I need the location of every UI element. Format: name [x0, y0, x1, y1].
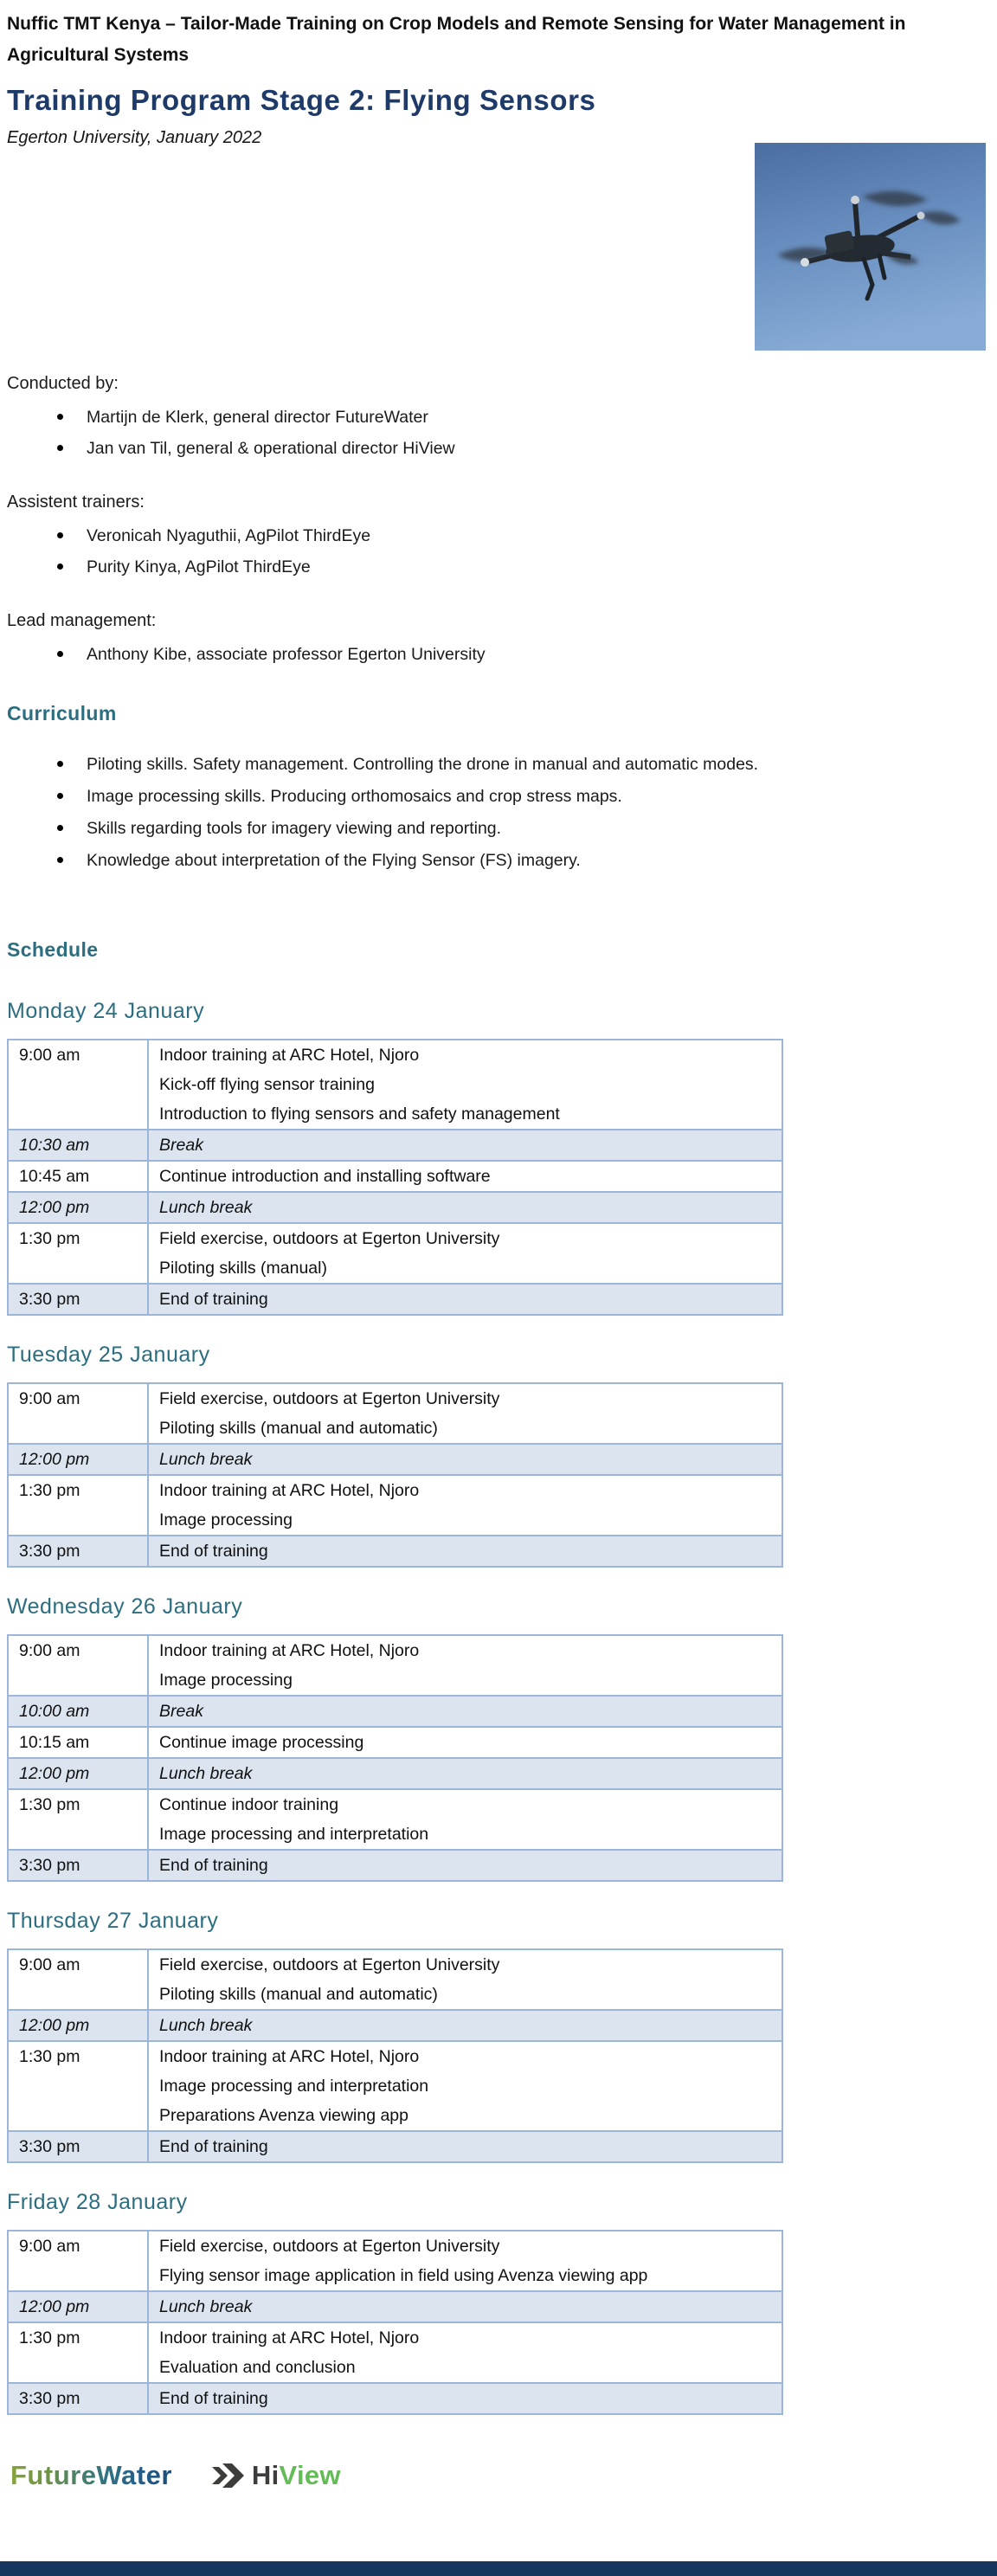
time-cell: 1:30 pm — [8, 1789, 148, 1850]
page-title: Training Program Stage 2: Flying Sensors — [7, 84, 596, 116]
schedule-row — [8, 1130, 782, 1161]
time-cell: 12:00 pm — [8, 1192, 148, 1223]
schedule-row — [8, 1635, 782, 1696]
activity-cell — [148, 2291, 782, 2322]
activity-line: Continue introduction and installing software — [159, 1167, 491, 1186]
schedule-table — [7, 1382, 783, 1568]
time-cell: 3:30 pm — [8, 1284, 148, 1315]
day-section — [7, 998, 990, 1316]
activity-line: Piloting skills (manual and automatic) — [159, 1419, 438, 1438]
bottom-bar — [0, 2561, 997, 2576]
time-cell: 9:00 am — [8, 1383, 148, 1444]
activity-line: Evaluation and conclusion — [159, 2358, 356, 2377]
activity-cell — [148, 2131, 782, 2162]
activity-cell — [148, 2383, 782, 2414]
schedule-section — [7, 937, 990, 2415]
activity-line: End of training — [159, 1290, 268, 1309]
schedule-row — [8, 1696, 782, 1727]
activity-line: Field exercise, outdoors at Egerton University — [159, 1229, 500, 1248]
activity-line: Image processing and interpretation — [159, 2077, 429, 2096]
double-chevron-right-icon — [210, 2461, 250, 2490]
time-cell: 10:45 am — [8, 1161, 148, 1192]
time-cell: 10:15 am — [8, 1727, 148, 1758]
project-title-line: Nuffic TMT Kenya – Tailor-Made Training on Crop Models and Remote Sensing for Water Management in Agricultural Systems — [7, 14, 906, 65]
curriculum-section — [7, 701, 990, 877]
list-item: Knowledge about interpretation of the Flying Sensor (FS) imagery. — [7, 845, 990, 877]
schedule-row — [8, 2010, 782, 2041]
schedule-row — [8, 2041, 782, 2131]
hiview-logo — [210, 2460, 341, 2491]
activity-line: Lunch break — [159, 1198, 253, 1217]
activity-line: Introduction to flying sensors and safety management — [159, 1104, 560, 1124]
activity-line: Indoor training at ARC Hotel, Njoro — [159, 2047, 420, 2066]
schedule-row — [8, 2231, 782, 2291]
lead-management-label: Lead management: — [7, 611, 157, 630]
activity-line: Indoor training at ARC Hotel, Njoro — [159, 1481, 420, 1500]
conducted-by-label: Conducted by: — [7, 374, 119, 393]
schedule-row — [8, 1536, 782, 1567]
hiview-logo-hi: Hi — [251, 2460, 280, 2490]
activity-cell — [148, 1727, 782, 1758]
list-item: Image processing skills. Producing orthomosaics and crop stress maps. — [7, 781, 990, 813]
day-heading: Tuesday 25 January — [7, 1343, 210, 1367]
activity-cell — [148, 1223, 782, 1284]
schedule-row — [8, 2322, 782, 2383]
activity-line: Preparations Avenza viewing app — [159, 2106, 408, 2125]
schedule-row — [8, 1383, 782, 1444]
activity-cell — [148, 1789, 782, 1850]
day-section — [7, 1594, 990, 1882]
assistant-trainers-label: Assistent trainers: — [7, 493, 145, 512]
schedule-row — [8, 1727, 782, 1758]
activity-cell — [148, 1444, 782, 1475]
activity-cell — [148, 1949, 782, 2010]
activity-line: Continue image processing — [159, 1733, 364, 1752]
footer-logos — [7, 2460, 990, 2491]
activity-cell — [148, 1536, 782, 1567]
activity-cell — [148, 1161, 782, 1192]
activity-line: Field exercise, outdoors at Egerton University — [159, 1389, 500, 1408]
time-cell: 12:00 pm — [8, 1758, 148, 1789]
time-cell: 12:00 pm — [8, 2291, 148, 2322]
activity-line: Piloting skills (manual) — [159, 1259, 327, 1278]
activity-cell — [148, 1635, 782, 1696]
activity-line: Image processing — [159, 1510, 293, 1530]
day-section — [7, 1908, 990, 2163]
schedule-row — [8, 1444, 782, 1475]
schedule-row — [8, 1223, 782, 1284]
schedule-days — [7, 998, 990, 2415]
time-cell: 10:30 am — [8, 1130, 148, 1161]
schedule-table — [7, 1039, 783, 1316]
activity-cell — [148, 1040, 782, 1130]
day-heading: Thursday 27 January — [7, 1909, 219, 1933]
time-cell: 1:30 pm — [8, 2322, 148, 2383]
schedule-heading: Schedule — [7, 938, 99, 961]
time-cell: 1:30 pm — [8, 1223, 148, 1284]
time-cell: 3:30 pm — [8, 1536, 148, 1567]
schedule-row — [8, 1040, 782, 1130]
list-item: Skills regarding tools for imagery viewing and reporting. — [7, 813, 990, 845]
activity-cell — [148, 1850, 782, 1881]
activity-line: Continue indoor training — [159, 1795, 339, 1814]
activity-line: Lunch break — [159, 1450, 253, 1469]
activity-cell — [148, 1475, 782, 1536]
list-item: Jan van Til, general & operational director HiView — [7, 433, 990, 464]
schedule-row — [8, 2291, 782, 2322]
time-cell: 9:00 am — [8, 1040, 148, 1130]
activity-line: Piloting skills (manual and automatic) — [159, 1985, 438, 2004]
activity-line: Indoor training at ARC Hotel, Njoro — [159, 1641, 420, 1660]
time-cell: 1:30 pm — [8, 2041, 148, 2131]
activity-cell — [148, 2322, 782, 2383]
activity-cell — [148, 2231, 782, 2291]
curriculum-list — [7, 749, 990, 877]
day-section — [7, 2189, 990, 2415]
day-heading: Monday 24 January — [7, 999, 205, 1023]
assistant-trainers-group — [7, 490, 990, 583]
activity-line: Kick-off flying sensor training — [159, 1075, 375, 1094]
activity-cell — [148, 1758, 782, 1789]
time-cell: 12:00 pm — [8, 2010, 148, 2041]
time-cell: 9:00 am — [8, 1635, 148, 1696]
list-item: Anthony Kibe, associate professor Egerton University — [7, 639, 990, 670]
schedule-row — [8, 1758, 782, 1789]
time-cell: 12:00 pm — [8, 1444, 148, 1475]
activity-line: Indoor training at ARC Hotel, Njoro — [159, 2328, 420, 2347]
time-cell: 9:00 am — [8, 2231, 148, 2291]
activity-line: End of training — [159, 2137, 268, 2156]
time-cell: 10:00 am — [8, 1696, 148, 1727]
schedule-row — [8, 1284, 782, 1315]
lead-management-list — [7, 639, 990, 670]
hiview-logo-view: View — [279, 2460, 341, 2490]
page-subtitle: Egerton University, January 2022 — [7, 128, 262, 147]
day-heading: Wednesday 26 January — [7, 1594, 243, 1619]
list-item: Piloting skills. Safety management. Controlling the drone in manual and automatic modes. — [7, 749, 990, 781]
schedule-row — [8, 1475, 782, 1536]
day-heading: Friday 28 January — [7, 2190, 188, 2214]
activity-line: Indoor training at ARC Hotel, Njoro — [159, 1046, 420, 1065]
schedule-row — [8, 1789, 782, 1850]
schedule-row — [8, 2131, 782, 2162]
activity-line: Lunch break — [159, 2016, 253, 2035]
activity-cell — [148, 1284, 782, 1315]
activity-cell — [148, 1192, 782, 1223]
time-cell: 3:30 pm — [8, 2131, 148, 2162]
activity-line: Lunch break — [159, 1764, 253, 1783]
day-section — [7, 1342, 990, 1568]
activity-cell — [148, 2041, 782, 2131]
activity-cell — [148, 1696, 782, 1727]
time-cell: 3:30 pm — [8, 2383, 148, 2414]
conducted-by-list — [7, 402, 990, 464]
assistant-trainers-list — [7, 520, 990, 583]
activity-line: End of training — [159, 1542, 268, 1561]
time-cell: 9:00 am — [8, 1949, 148, 2010]
schedule-table — [7, 1948, 783, 2163]
activity-line: Break — [159, 1136, 203, 1155]
schedule-table — [7, 2230, 783, 2415]
list-item: Purity Kinya, AgPilot ThirdEye — [7, 551, 990, 583]
activity-line: End of training — [159, 1856, 268, 1875]
time-cell: 1:30 pm — [8, 1475, 148, 1536]
schedule-row — [8, 1161, 782, 1192]
curriculum-heading: Curriculum — [7, 702, 117, 724]
schedule-row — [8, 2383, 782, 2414]
activity-line: Image processing — [159, 1671, 293, 1690]
list-item: Martijn de Klerk, general director FutureWater — [7, 402, 990, 433]
futurewater-logo: FutureWater — [10, 2460, 172, 2490]
activity-line: Field exercise, outdoors at Egerton University — [159, 2237, 500, 2256]
activity-cell — [148, 2010, 782, 2041]
conducted-by-group — [7, 371, 990, 464]
schedule-row — [8, 1850, 782, 1881]
activity-line: Field exercise, outdoors at Egerton University — [159, 1955, 500, 1974]
drone-photo — [755, 143, 986, 351]
activity-line: Image processing and interpretation — [159, 1825, 429, 1844]
schedule-row — [8, 1192, 782, 1223]
activity-line: Break — [159, 1702, 203, 1721]
activity-line: Flying sensor image application in field using Avenza viewing app — [159, 2266, 648, 2285]
activity-cell — [148, 1383, 782, 1444]
activity-line: Lunch break — [159, 2297, 253, 2316]
time-cell: 3:30 pm — [8, 1850, 148, 1881]
activity-cell — [148, 1130, 782, 1161]
schedule-table — [7, 1634, 783, 1882]
people-section — [7, 371, 990, 670]
lead-management-group — [7, 609, 990, 670]
list-item: Veronicah Nyaguthii, AgPilot ThirdEye — [7, 520, 990, 551]
activity-line: End of training — [159, 2389, 268, 2408]
schedule-row — [8, 1949, 782, 2010]
